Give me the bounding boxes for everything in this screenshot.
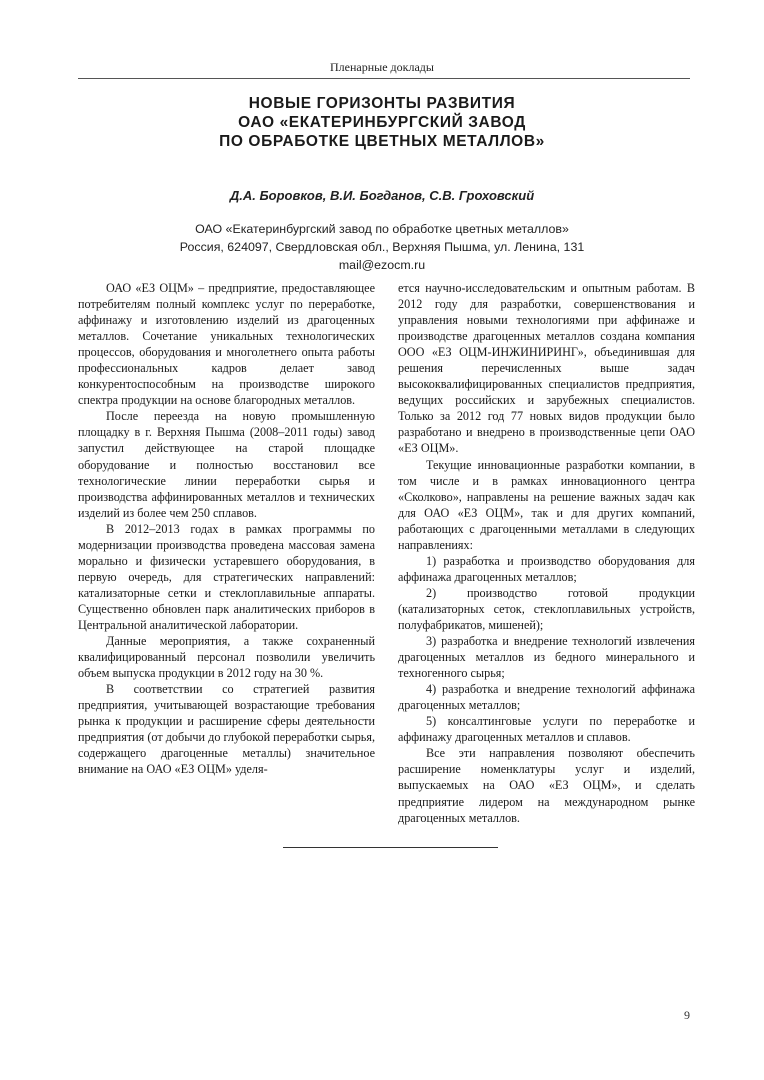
left-paragraph-3: В 2012–2013 годах в рамках программы по модернизации производства проведена массовая замена морально и физически устаревшего оборудования, в первую очередь, для стратегических направлений: катализаторные сетки и стеклоплавильные аппараты. Существенно обновлен парк аналитических приборов в Центральной аналитической лаборатории. bbox=[78, 521, 375, 632]
affiliation-address: Россия, 624097, Свердловская обл., Верхняя Пышма, ул. Ленина, 131 bbox=[179, 240, 585, 254]
left-paragraph-1: ОАО «ЕЗ ОЦМ» – предприятие, предоставляющее потребителям полный комплекс услуг по переработке, аффинажу и изготовлению изделий из драгоценных металлов. Сочетание уникальных технологических процессов, оборудования и многолетнего опыта работы профессиональных кадров делает завод конкурентоспособным на производстве широкого спектра продукции на основе благородных металлов. bbox=[78, 281, 375, 408]
right-list-item-4: 4) разработка и внедрение технологий аффинажа драгоценных металлов; bbox=[398, 682, 695, 713]
right-paragraph-continuation: ется научно-исследовательским и опытным работам. В 2012 году для разработки, совершенствования и управления новыми технологиями при аффинаже и производстве драгоценных металлов создана компания ООО «ЕЗ ОЦМ-ИНЖИНИРИНГ», объединившая для решения перечисленных выше задач высококвалифицированных специалистов предприятия, ведущих российских и зарубежных специалистов. Только за 2012 год 77 новых видов продукции было разработано и внедрено в производственные цепи ОАО «ЕЗ ОЦМ». bbox=[398, 281, 695, 456]
right-list-item-2: 2) производство готовой продукции (катализаторных сеток, стеклоплавильных устройств, полуфабрикатов, мишеней); bbox=[398, 585, 695, 632]
left-paragraph-5: В соответствии со стратегией развития предприятия, учитывающей возрастающие требования рынка к продукции и расширение сферы деятельности предприятия (от добычи до глубокой переработки сырья, содержащего драгоценные металлы) значительное внимание на ОАО «ЕЗ ОЦМ» уделя- bbox=[78, 682, 375, 777]
page-number: 9 bbox=[684, 1008, 690, 1022]
title-line-1: НОВЫЕ ГОРИЗОНТЫ РАЗВИТИЯ bbox=[248, 95, 516, 112]
left-paragraph-4: Данные мероприятия, а также сохраненный квалифицированный персонал позволили увеличить объем выпуска продукции в 2012 году на 30 %. bbox=[78, 634, 375, 681]
running-header: Пленарные доклады bbox=[330, 60, 434, 74]
right-list-item-5: 5) консалтинговые услуги по переработке и аффинажу драгоценных металлов и сплавов. bbox=[398, 714, 695, 745]
end-divider bbox=[283, 847, 498, 848]
left-column bbox=[78, 280, 375, 777]
left-paragraph-2: После переезда на новую промышленную площадку в г. Верхняя Пышма (2008–2011 годы) завод запустил действующее на старой площадке оборудование и полностью восстановил все технологические линии переработки сырья и производства аффинированных металлов и технических изделий из более чем 250 сплавов. bbox=[78, 409, 375, 520]
right-list-item-3: 3) разработка и внедрение технологий извлечения драгоценных металлов из бедного минерального и техногенного сырья; bbox=[398, 634, 695, 681]
authors: Д.А. Боровков, В.И. Богданов, С.В. Гроховский bbox=[229, 188, 535, 203]
affiliation-org: ОАО «Екатеринбургский завод по обработке цветных металлов» bbox=[195, 222, 569, 236]
affiliation bbox=[0, 220, 764, 274]
article-title bbox=[0, 94, 764, 151]
header-divider bbox=[78, 78, 690, 79]
right-list-item-1: 1) разработка и производство оборудования для аффинажа драгоценных металлов; bbox=[398, 553, 695, 584]
right-column bbox=[398, 280, 695, 826]
right-paragraph-1: Текущие инновационные разработки компании, в том числе и в рамках инновационного центра «Сколково», направлены на решение важных задач как для ОАО «ЕЗ ОЦМ», так и для других компаний, работающих с драгоценными металлами в следующих направлениях: bbox=[398, 457, 695, 552]
title-line-2: ОАО «ЕКАТЕРИНБУРГСКИЙ ЗАВОД bbox=[238, 114, 526, 131]
right-paragraph-final: Все эти направления позволяют обеспечить расширение номенклатуры услуг и изделий, выпускаемых на ОАО «ЕЗ ОЦМ», и сделать предприятие лидером на международном рынке драгоценных металлов. bbox=[398, 746, 695, 825]
affiliation-email[interactable]: mail@ezocm.ru bbox=[338, 258, 426, 272]
title-line-3: ПО ОБРАБОТКЕ ЦВЕТНЫХ МЕТАЛЛОВ» bbox=[219, 133, 545, 150]
